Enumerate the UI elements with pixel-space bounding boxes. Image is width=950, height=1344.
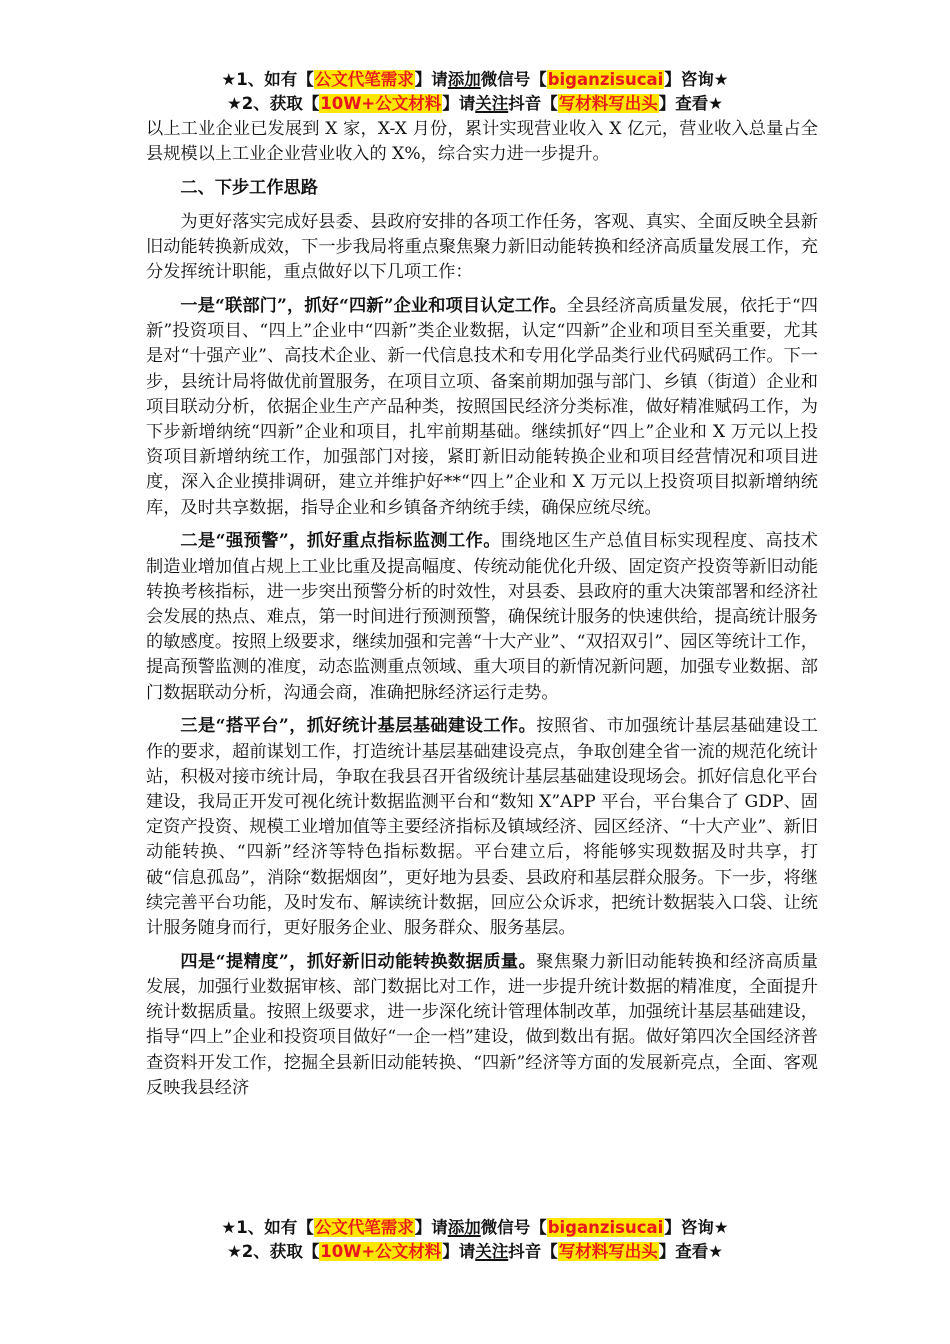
promo-emph-follow: 关注 bbox=[475, 1242, 509, 1261]
work-item-4-lead: 四是“提精度”，抓好新旧动能转换数据质量。 bbox=[180, 951, 537, 972]
work-item-1-body: 全县经济高质量发展，依托于“四新”投资项目、“四上”企业中“四新”类企业数据，认定“四新”企业和项目至关重要，尤其是对“十强产业”、高技术企业、新一代信息技术和专用化学品类行业代码赋码工作。下一步，县统计局将做优前置服务，在项目立项、备案前期加强与部门、乡镇（街道）企业和项目联动分析，依据企业生产产品种类，按照国民经济分类标准，做好精准赋码工作，为下步新增纳统“四新”企业和项目，扎牢前期基础。继续抓好“四上”企业和 X 万元以上投资项目新增纳统工作，加强部门对接，紧盯新旧动能转换企业和项目经营情况和项目进度，深入企业摸排调研，建立并维护好**“四上”企业和 X 万元以上投资项目拟新增纳统库，及时共享数据，指导企业和乡镇备齐纳统手续，确保应统尽统。 bbox=[146, 296, 818, 518]
promo-line1-mid2: 微信号【 bbox=[480, 1218, 547, 1237]
promo-highlight-wechat-id: biganzisucai bbox=[547, 70, 664, 89]
promo-line1-mid1: 】请 bbox=[414, 70, 448, 89]
document-body bbox=[146, 117, 818, 1101]
promo-line1-mid2: 微信号【 bbox=[480, 70, 547, 89]
promo-line-2 bbox=[0, 92, 950, 116]
promo-line2-mid2: 抖音【 bbox=[508, 1242, 558, 1261]
bottom-promo-banner bbox=[0, 1216, 950, 1264]
promo-highlight-service: 公文代笔需求 bbox=[314, 70, 414, 89]
promo-line1-suffix: 】咨询★ bbox=[664, 70, 729, 89]
work-item-1-lead: 一是“联部门”，抓好“四新”企业和项目认定工作。 bbox=[180, 296, 567, 316]
promo-highlight-wechat-id: biganzisucai bbox=[547, 1218, 664, 1237]
promo-line2-prefix: ★2、获取【 bbox=[226, 94, 320, 113]
promo-line1-mid1: 】请 bbox=[414, 1218, 448, 1237]
promo-emph-add: 添加 bbox=[447, 1218, 481, 1237]
promo-line1-prefix: ★1、如有【 bbox=[221, 1218, 314, 1237]
promo-line2-mid1: 】请 bbox=[442, 94, 476, 113]
top-promo-banner bbox=[0, 68, 950, 116]
work-item-2 bbox=[146, 529, 818, 705]
promo-line-2 bbox=[0, 1240, 950, 1264]
promo-line1-suffix: 】咨询★ bbox=[664, 1218, 729, 1237]
promo-line2-mid2: 抖音【 bbox=[508, 94, 558, 113]
promo-emph-follow: 关注 bbox=[475, 94, 509, 113]
continued-paragraph: 以上工业企业已发展到 X 家，X-X 月份，累计实现营业收入 X 亿元，营业收入总量占全县规模以上工业企业营业收入的 X%，综合实力进一步提升。 bbox=[146, 119, 818, 165]
promo-highlight-service: 公文代笔需求 bbox=[314, 1218, 414, 1237]
promo-highlight-douyin: 写材料写出头 bbox=[558, 94, 658, 113]
section-heading: 二、下步工作思路 bbox=[180, 178, 318, 198]
promo-line-1 bbox=[0, 1216, 950, 1240]
promo-emph-add: 添加 bbox=[447, 70, 481, 89]
promo-highlight-materials: 10W+公文材料 bbox=[320, 94, 442, 113]
work-item-3 bbox=[146, 714, 818, 941]
work-item-2-lead: 二是“强预警”，抓好重点指标监测工作。 bbox=[180, 531, 501, 552]
work-item-3-lead: 三是“搭平台”，抓好统计基层基础建设工作。 bbox=[180, 716, 537, 737]
promo-line-1 bbox=[0, 68, 950, 92]
promo-line2-suffix: 】查看★ bbox=[658, 1242, 724, 1261]
promo-line1-prefix: ★1、如有【 bbox=[221, 70, 314, 89]
promo-highlight-materials: 10W+公文材料 bbox=[320, 1242, 442, 1261]
work-item-1 bbox=[146, 294, 818, 521]
work-item-4 bbox=[146, 950, 818, 1101]
promo-line2-suffix: 】查看★ bbox=[658, 94, 724, 113]
promo-highlight-douyin: 写材料写出头 bbox=[558, 1242, 658, 1261]
promo-line2-mid1: 】请 bbox=[442, 1242, 476, 1261]
work-item-2-body: 围绕地区生产总值目标实现程度、高技术制造业增加值占规上工业比重及提高幅度、传统动能优化升级、固定资产投资等新旧动能转换考核指标，进一步突出预警分析的时效性，对县委、县政府的重大决策部署和经济社会发展的热点、难点，第一时间进行预测预警，确保统计服务的快速供给，提高统计服务的敏感度。按照上级要求，继续加强和完善“十大产业”、“双招双引”、园区等统计工作，提高预警监测的准度，动态监测重点领域、重大项目的新情况新问题，加强专业数据、部门数据联动分析，沟通会商，准确把脉经济运行走势。 bbox=[146, 531, 818, 703]
promo-line2-prefix: ★2、获取【 bbox=[226, 1242, 320, 1261]
intro-paragraph: 为更好落实完成好县委、县政府安排的各项工作任务，客观、真实、全面反映全县新旧动能转换新成效，下一步我局将重点聚焦聚力新旧动能转换和经济高质量发展工作，充分发挥统计职能，重点做好以下几项工作： bbox=[146, 211, 818, 283]
work-item-4-body: 聚焦聚力新旧动能转换和经济高质量发展，加强行业数据审核、部门数据比对工作，进一步提升统计数据的精准度，全面提升统计数据质量。按照上级要求，进一步深化统计管理体制改革，加强统计基层基础建设，指导“四上”企业和投资项目做好“一企一档”建设，做到数出有据。做好第四次全国经济普查资料开发工作，挖掘全县新旧动能转换、“四新”经济等方面的发展新亮点，全面、客观反映我县经济 bbox=[146, 951, 818, 1098]
work-item-3-body: 按照省、市加强统计基层基础建设工作的要求，超前谋划工作，打造统计基层基础建设亮点，争取创建全省一流的规范化统计站，积极对接市统计局，争取在我县召开省级统计基层基础建设现场会。抓好信息化平台建设，我局正开发可视化统计数据监测平台和“数知 X”APP 平台，平台集合了 GDP、固定资产投资、规模工业增加值等主要经济指标及镇域经济、园区经济、“十大产业”、新旧动能转换、“四新”经济等特色指标数据。平台建立后，将能够实现数据及时共享，打破“信息孤岛”，消除“数据烟囱”，更好地为县委、县政府和基层群众服务。下一步，将继续完善平台功能，及时发布、解读统计数据，回应公众诉求，把统计数据装入口袋、让统计服务随身而行，更好服务企业、服务群众、服务基层。 bbox=[146, 716, 818, 939]
